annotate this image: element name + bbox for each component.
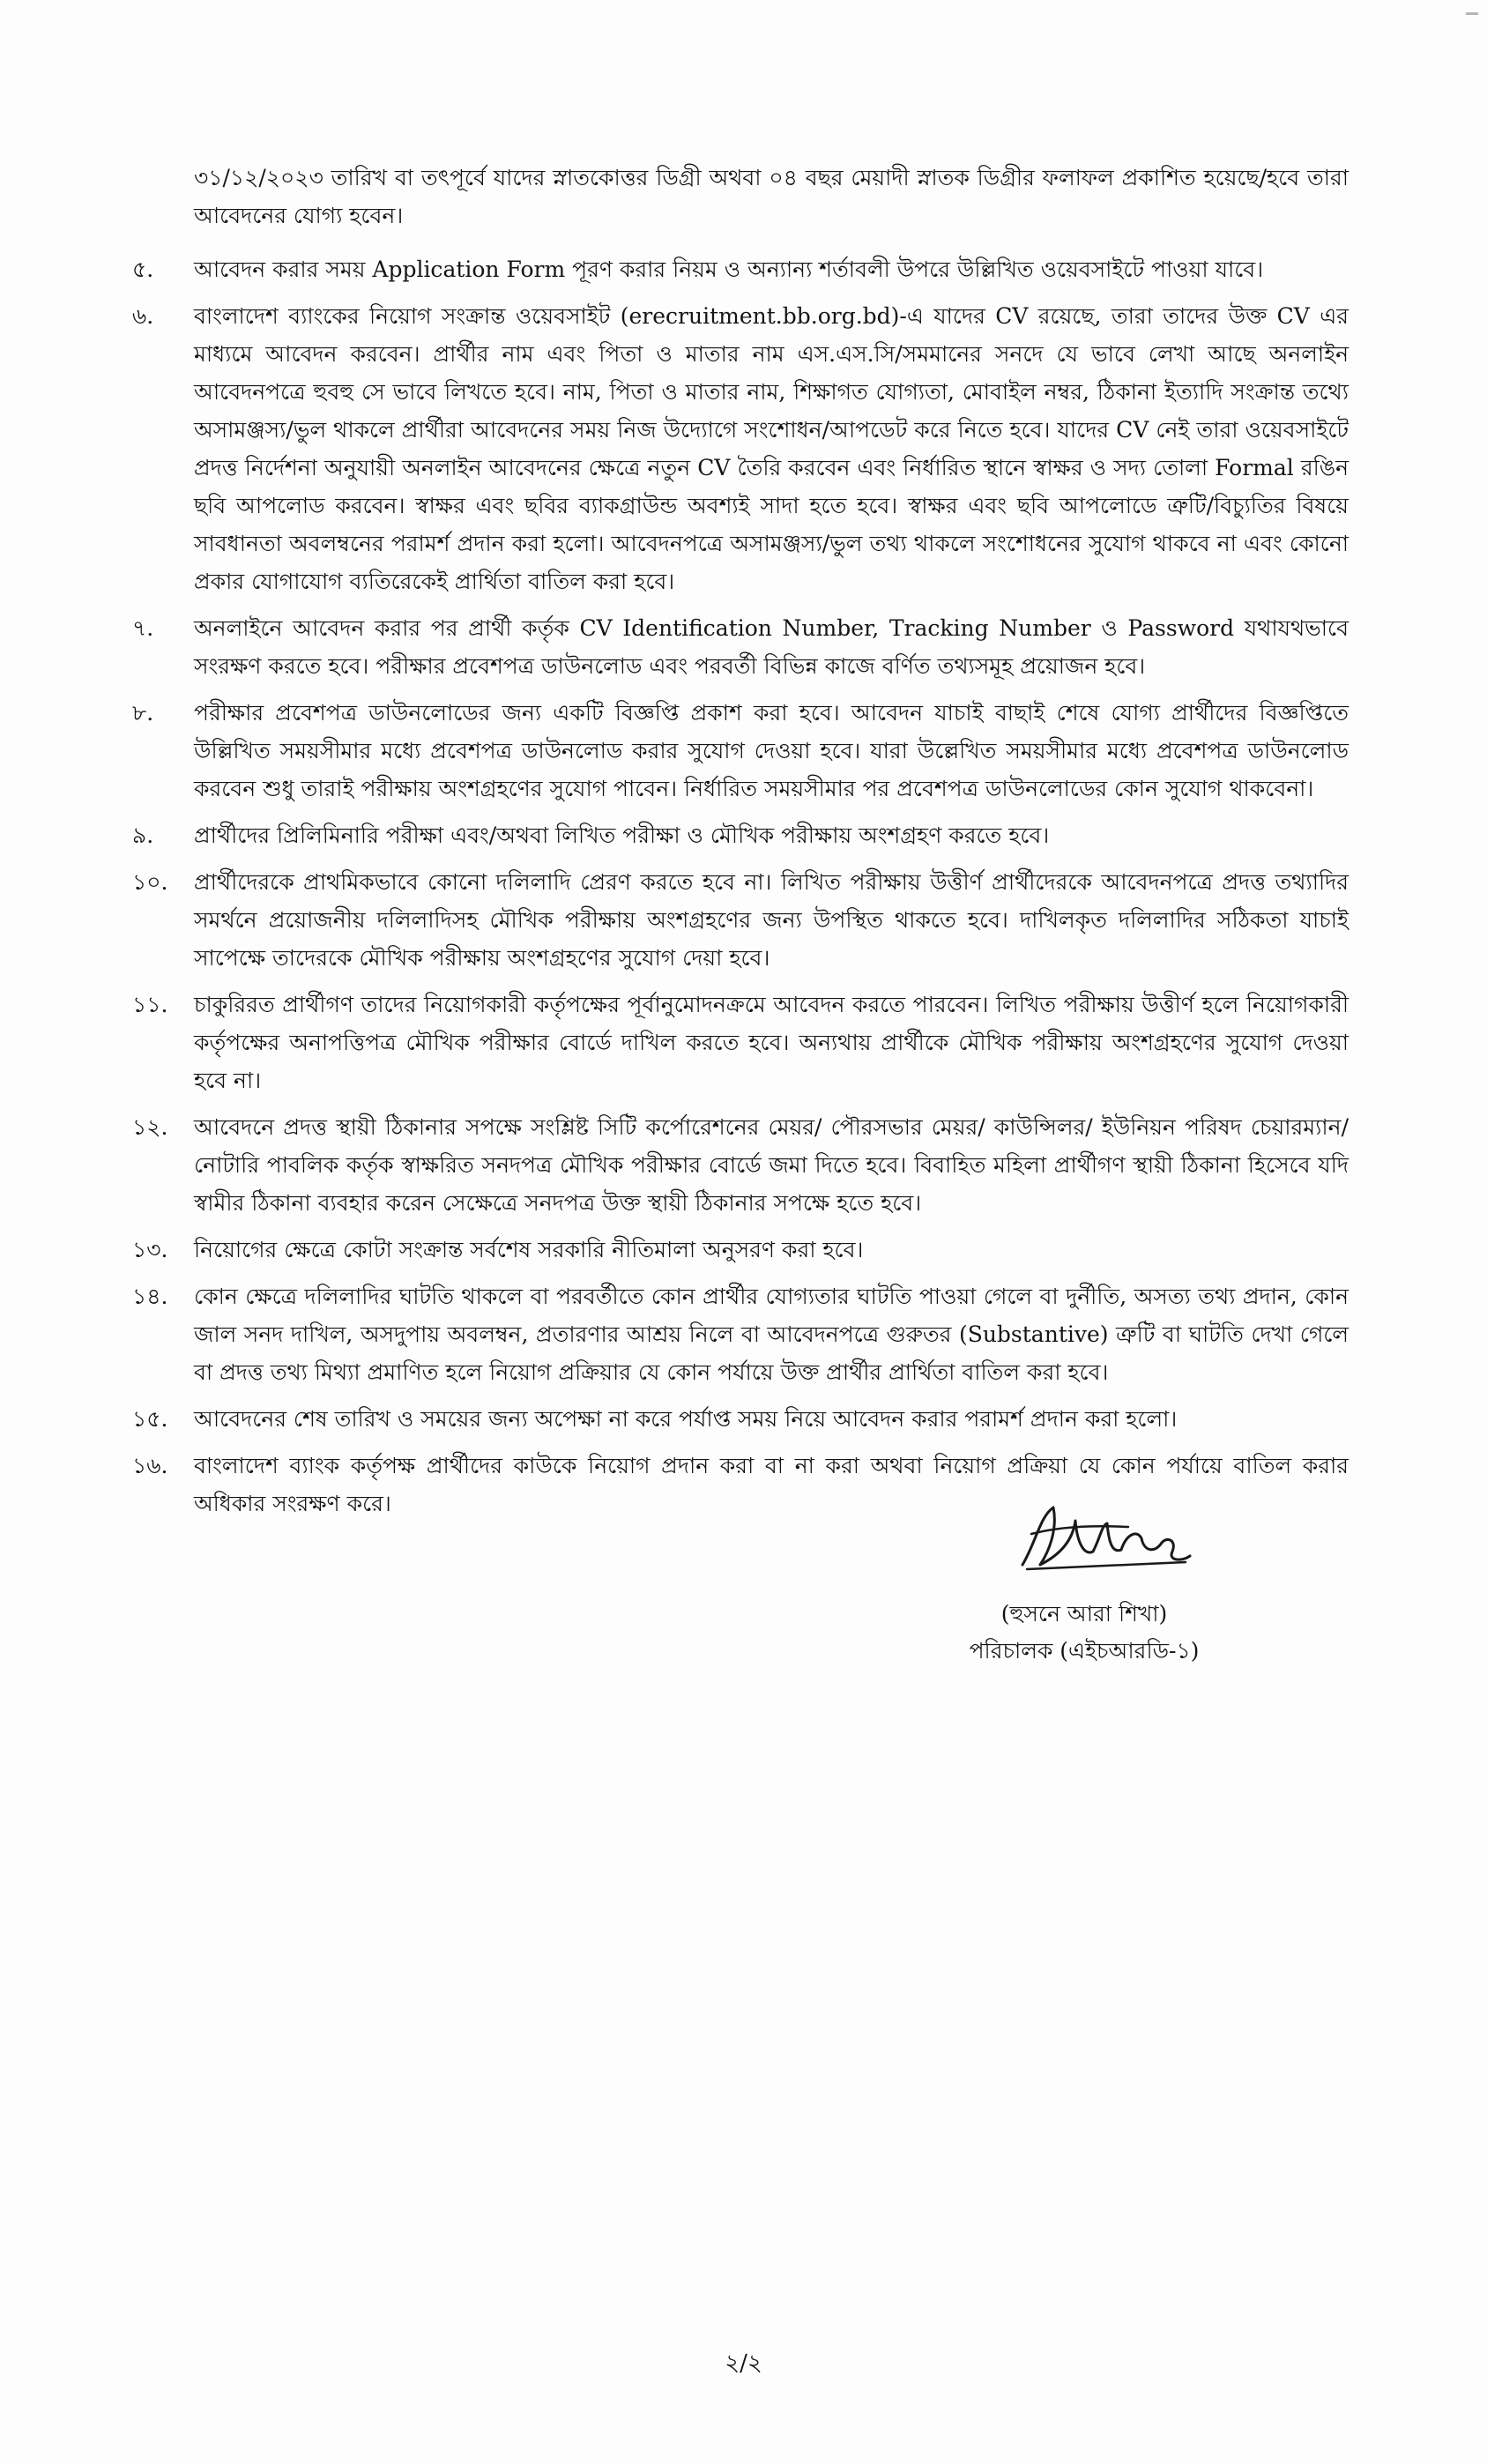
item-number: ৬. (132, 303, 154, 329)
signatory-name: (হুসনে আরা শিখা) (1000, 1601, 1168, 1627)
intro-paragraph: ৩১/১২/২০২৩ তারিখ বা তৎপূর্বে যাদের স্নাতকোত্তর ডিগ্রী অথবা ০৪ বছর মেয়াদী স্নাতক ডিগ্রীর ফলাফল প্রকাশিত হয়েছে/হবে তারা আবেদনের যোগ্য হবেন। (194, 165, 1349, 228)
item-text: নিয়োগের ক্ষেত্রে কোটা সংক্রান্ত সর্বশেষ সরকারি নীতিমালা অনুসরণ করা হবে। (194, 1237, 864, 1262)
item-text: প্রার্থীদেরকে প্রাথমিকভাবে কোনো দলিলাদি প্রেরণ করতে হবে না। লিখিত পরীক্ষায় উত্তীর্ণ প্রার্থীদেরকে আবেদনপত্রে প্রদত্ত তথ্যাদির সমর্থনে প্রয়োজনীয় দলিলাদিসহ মৌখিক পরীক্ষায় অংশগ্রহণের জন্য উপস্থিত থাকতে হবে। দাখিলকৃত দলিলাদির সঠিকতা যাচাই সাপেক্ষে তাদেরকে মৌখিক পরীক্ষায় অংশগ্রহণের সুযোগ দেয়া হবে। (194, 869, 1349, 971)
scan-mark (1466, 12, 1478, 15)
item-text: চাকুরিরত প্রার্থীগণ তাদের নিয়োগকারী কর্তৃপক্ষের পূর্বানুমোদনক্রমে আবেদন করতে পারবেন। লিখিত পরীক্ষায় উত্তীর্ণ হলে নিয়োগকারী কর্তৃপক্ষের অনাপত্তিপত্র মৌখিক পরীক্ষার বোর্ডে দাখিল করতে হবে। অন্যথায় প্রার্থীকে মৌখিক পরীক্ষায় অংশগ্রহণের সুযোগ দেওয়া হবে না। (194, 992, 1349, 1093)
item-number: ১১. (132, 992, 168, 1017)
list-item (132, 609, 1349, 685)
list-item (132, 694, 1349, 808)
list-item (132, 297, 1349, 600)
item-number: ১৪. (132, 1284, 168, 1309)
list-item (132, 986, 1349, 1099)
item-number: ৫. (132, 257, 154, 282)
item-text: আবেদনে প্রদত্ত স্থায়ী ঠিকানার সপক্ষে সংশ্লিষ্ট সিটি কর্পোরেশনের মেয়র/ পৌরসভার মেয়র/ কাউন্সিলর/ ইউনিয়ন পরিষদ চেয়ারম্যান/ নোটারি পাবলিক কর্তৃক স্বাক্ষরিত সনদপত্র মৌখিক পরীক্ষার বোর্ডে জমা দিতে হবে। বিবাহিত মহিলা প্রার্থীগণ স্থায়ী ঠিকানা হিসেবে যদি স্বামীর ঠিকানা ব্যবহার করেন সেক্ষেত্রে সনদপত্র উক্ত স্থায়ী ঠিকানার সপক্ষে হতে হবে। (194, 1114, 1349, 1216)
list-item (132, 863, 1349, 977)
notice-body (132, 159, 1349, 1531)
item-text: পরীক্ষার প্রবেশপত্র ডাউনলোডের জন্য একটি বিজ্ঞপ্তি প্রকাশ করা হবে। আবেদন যাচাই বাছাই শেষে যোগ্য প্রার্থীদের বিজ্ঞপ্তিতে উল্লিখিত সময়সীমার মধ্যে প্রবেশপত্র ডাউনলোড করার সুযোগ দেওয়া হবে। যারা উল্লেখিত সময়সীমার মধ্যে প্রবেশপত্র ডাউনলোড করবেন শুধু তারাই পরীক্ষায় অংশগ্রহণের সুযোগ পাবেন। নির্ধারিত সময়সীমার পর প্রবেশপত্র ডাউনলোডের কোন সুযোগ থাকবেনা। (194, 700, 1349, 801)
item-text: কোন ক্ষেত্রে দলিলাদির ঘাটতি থাকলে বা পরবর্তীতে কোন প্রার্থীর যোগ্যতার ঘাটতি পাওয়া গেলে বা দুর্নীতি, অসত্য তথ্য প্রদান, কোন জাল সনদ দাখিল, অসদুপায় অবলম্বন, প্রতারণার আশ্রয় নিলে বা আবেদনপত্রে গুরুতর (Substantive) ত্রুটি বা ঘাটতি দেখা গেলে বা প্রদত্ত তথ্য মিথ্যা প্রমাণিত হলে নিয়োগ প্রক্রিয়ার যে কোন পর্যায়ে উক্ত প্রার্থীর প্রার্থিতা বাতিল করা হবে। (194, 1284, 1349, 1385)
item-number: ৮. (132, 700, 154, 726)
item-number: ১৫. (132, 1406, 168, 1432)
item-text: বাংলাদেশ ব্যাংক কর্তৃপক্ষ প্রার্থীদের কাউকে নিয়োগ প্রদান করা বা না করা অথবা নিয়োগ প্রক্রিয়া যে কোন পর্যায়ে বাতিল করার অধিকার সংরক্ষণ করে। (194, 1453, 1349, 1516)
conditions-list (132, 250, 1349, 1522)
list-item (132, 1400, 1349, 1438)
handwritten-signature-icon (1005, 1481, 1199, 1587)
item-number: ৯. (132, 823, 154, 848)
item-number: ১০. (132, 869, 168, 895)
list-item (132, 816, 1349, 854)
item-number: ১৬. (132, 1453, 168, 1478)
item-number: ১২. (132, 1114, 168, 1140)
item-text: অনলাইনে আবেদন করার পর প্রার্থী কর্তৃক CV Identification Number, Tracking Number ও Password যথাযথভাবে সংরক্ষণ করতে হবে। পরীক্ষার প্রবেশপত্র ডাউনলোড এবং পরবর্তী বিভিন্ন কাজে বর্ণিত তথ্যসমূহ প্রয়োজন হবে। (194, 615, 1349, 679)
item-text: আবেদন করার সময় Application Form পূরণ করার নিয়ম ও অন্যান্য শর্তাবলী উপরে উল্লিখিত ওয়েবসাইটে পাওয়া যাবে। (194, 257, 1264, 282)
list-item (132, 1277, 1349, 1391)
item-text: প্রার্থীদের প্রিলিমিনারি পরীক্ষা এবং/অথবা লিখিত পরীক্ষা ও মৌখিক পরীক্ষায় অংশগ্রহণ করতে হবে। (194, 823, 1050, 848)
list-item (132, 1231, 1349, 1269)
item-text: বাংলাদেশ ব্যাংকের নিয়োগ সংক্রান্ত ওয়েবসাইট (erecruitment.bb.org.bd)-এ যাদের CV রয়েছে, তারা তাদের উক্ত CV এর মাধ্যমে আবেদন করবেন। প্রার্থীর নাম এবং পিতা ও মাতার নাম এস.এস.সি/সমমানের সনদে যে ভাবে লেখা আছে অনলাইন আবেদনপত্রে হুবহু সে ভাবে লিখতে হবে। নাম, পিতা ও মাতার নাম, শিক্ষাগত যোগ্যতা, মোবাইল নম্বর, ঠিকানা ইত্যাদি সংক্রান্ত তথ্যে অসামঞ্জস্য/ভুল থাকলে প্রার্থীরা আবেদনের সময় নিজ উদ্যোগে সংশোধন/আপডেট করে নিতে হবে। যাদের CV নেই তারা ওয়েবসাইটে প্রদত্ত নির্দেশনা অনুযায়ী অনলাইন আবেদনের ক্ষেত্রে নতুন CV তৈরি করবেন এবং নির্ধারিত স্থানে স্বাক্ষর ও সদ্য তোলা Formal রঙিন ছবি আপলোড করবেন। স্বাক্ষর এবং ছবির ব্যাকগ্রাউন্ড অবশ্যই সাদা হতে হবে। স্বাক্ষর এবং ছবি আপলোডে ত্রুটি/বিচ্যুতির বিষয়ে সাবধানতা অবলম্বনের পরামর্শ প্রদান করা হলো। আবেদনপত্রে অসামঞ্জস্য/ভুল তথ্য থাকলে সংশোধনের সুযোগ থাকবে না এবং কোনো প্রকার যোগাযোগ ব্যতিরেকেই প্রার্থিতা বাতিল করা হবে। (194, 303, 1349, 594)
list-item (132, 250, 1349, 288)
signatory-title: পরিচালক (এইচআরডি-১) (969, 1638, 1200, 1664)
page-number: ২/২ (725, 2350, 762, 2377)
item-text: আবেদনের শেষ তারিখ ও সময়ের জন্য অপেক্ষা না করে পর্যাপ্ত সময় নিয়ে আবেদন করার পরামর্শ প্রদান করা হলো। (194, 1406, 1178, 1432)
list-item (132, 1108, 1349, 1222)
item-number: ১৩. (132, 1237, 168, 1262)
signature-block (943, 1481, 1225, 1670)
item-number: ৭. (132, 615, 154, 641)
